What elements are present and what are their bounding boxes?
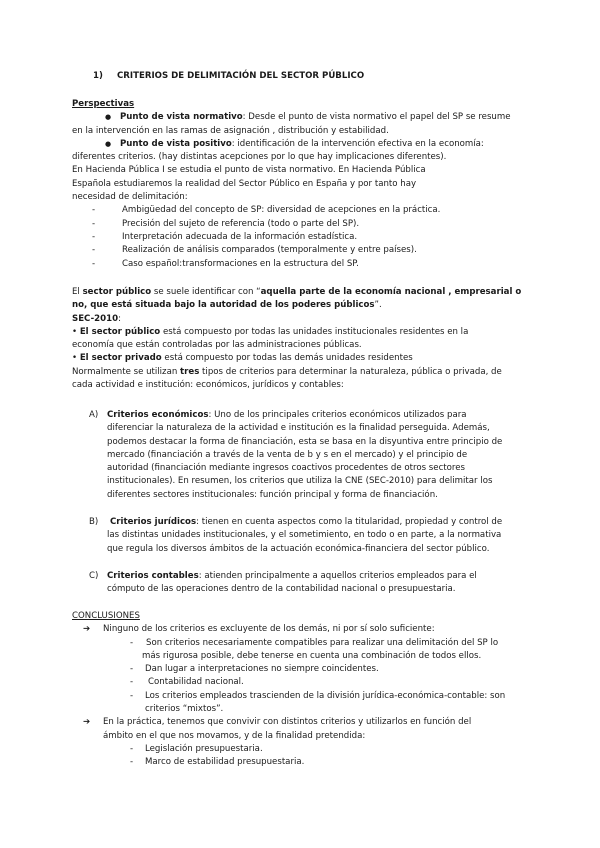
heading-number: 1)	[93, 71, 103, 81]
sub-item: - Son criterios necesariamente compatibles para realizar una delimitación del SP lo	[72, 637, 532, 650]
list-label: C)	[89, 571, 99, 581]
criterio-economico: A) Criterios económicos: Uno de los principales criterios económicos utilizados para diferenciar la naturaleza de la actividad e institución es la finalidad perseguida. Además, podemos destacar la forma de financiación, esta se basa en la disyuntiva entre principio de mercado (financiación a través de la venta de b y s en el mercado) y el principio de autoridad (financiación mediante ingresos coactivos procedentes de otros sectores institucionales). En resumen, los criterios que utiliza la CNE (SEC-2010) para delimitar los diferentes sectores institucionales: función principal y forma de financiación.	[89, 409, 529, 502]
arrow-icon: ➔	[83, 717, 91, 728]
criterio-juridico: B) Criterios jurídicos: tienen en cuenta aspectos como la titularidad, propiedad y control de las distintas unidades institucionales, y el sometimiento, en todo o en parte, a la normativa que regula los diversos ámbitos de la actuación económica-financiera del sector público.	[89, 516, 529, 556]
conclusion-item: ➔ Ninguno de los criterios es excluyente de los demás, ni por sí solo suficiente:	[72, 623, 532, 636]
sub-item: - Dan lugar a interpretaciones no siempre coincidentes.	[72, 663, 532, 676]
paragraph-line: necesidad de delimitación:	[72, 192, 188, 203]
paragraph-line: Española estudiaremos la realidad del Sector Público en España y por tanto hay	[72, 178, 417, 189]
dash-icon: -	[130, 743, 134, 754]
dash-item: - Realización de análisis comparados (temporalmente y entre países).	[72, 244, 532, 257]
dash-icon: -	[92, 205, 96, 216]
perspectiva-item-normativo-cont: en la intervención en las ramas de asignación , distribución y estabilidad.	[72, 125, 389, 136]
paragraph-line: En Hacienda Pública I se estudia el punto de vista normativo. En Hacienda Pública	[72, 165, 426, 176]
list-label: B)	[89, 517, 99, 527]
dash-item: - Ambigüedad del concepto de SP: diversidad de acepciones en la práctica.	[72, 204, 532, 217]
perspectivas-title: Perspectivas	[72, 99, 135, 109]
bullet-icon: •	[72, 353, 78, 364]
arrow-icon: ➔	[83, 624, 91, 635]
paragraph-line: cómputo de las operaciones dentro de la contabilidad nacional o presupuestaria.	[107, 584, 456, 595]
dash-icon: -	[130, 637, 134, 648]
conclusiones-title: CONCLUSIONES	[72, 611, 140, 621]
sector-publico-item: • El sector público está compuesto por todas las unidades institucionales residentes en la	[72, 326, 469, 337]
bullet-icon: ●	[104, 113, 112, 122]
paragraph-line: cada actividad e institución: económicos, jurídicos y contables:	[72, 380, 344, 391]
dash-item: - Caso español:transformaciones en la estructura del SP.	[72, 258, 532, 271]
paragraph-line: diferenciar la naturaleza de la actividad e institución es la finalidad perseguida. Además,	[107, 423, 490, 434]
sub-item: - Legislación presupuestaria.	[72, 743, 532, 756]
paragraph-line: mercado (financiación a través de la venta de b y s en el mercado) y el principio de	[107, 449, 468, 460]
list-label: A)	[89, 410, 99, 420]
sub-item-cont: más rigurosa posible, debe tenerse en cuenta una combinación de todos ellos.	[142, 650, 482, 661]
bullet-icon: ●	[104, 139, 112, 148]
dash-icon: -	[92, 258, 96, 269]
heading-text: CRITERIOS DE DELIMITACIÓN DEL SECTOR PÚBLICO	[117, 71, 365, 81]
paragraph-line: diferentes sectores institucionales: función principal y forma de financiación.	[107, 489, 438, 500]
sector-privado-item: • El sector privado está compuesto por todas las demás unidades residentes	[72, 353, 413, 364]
paragraph-line: que regula los diversos ámbitos de la actuación económica-financiera del sector público.	[107, 543, 490, 554]
section-heading	[93, 70, 364, 83]
sector-definition-line: El sector público se suele identificar con “aquella parte de la economía nacional , empresarial o	[72, 287, 522, 297]
sub-item: - Marco de estabilidad presupuestaria.	[72, 756, 532, 769]
paragraph-line: economía que están controladas por las administraciones públicas.	[72, 340, 362, 351]
paragraph-line: podemos destacar la forma de financiación, esta se basa en la disyuntiva entre principio de	[107, 436, 503, 447]
conclusion-item: ➔ En la práctica, tenemos que convivir con distintos criterios y utilizarlos en función del	[72, 716, 532, 729]
dash-icon: -	[130, 690, 134, 701]
sub-item: - Contabilidad nacional.	[72, 676, 532, 689]
paragraph-line: autoridad (financiación mediante ingresos coactivos procedentes de otros sectores	[107, 463, 466, 474]
dash-item: - Interpretación adecuada de la información estadística.	[72, 231, 532, 244]
sector-publico-section	[72, 286, 532, 392]
dash-icon: -	[130, 664, 134, 675]
perspectiva-item-positivo: ● Punto de vista positivo: identificación de la intervención efectiva en la economía:	[72, 138, 532, 151]
dash-icon: -	[92, 245, 96, 256]
perspectiva-item-normativo: ● Punto de vista normativo: Desde el punto de vista normativo el papel del SP se resume	[72, 111, 532, 124]
conclusiones-section	[72, 610, 532, 770]
paragraph-line: institucionales). En resumen, los criterios que utiliza la CNE (SEC-2010) para delimitar los	[107, 476, 493, 487]
sub-item-cont: criterios “mixtos”.	[145, 704, 224, 715]
paragraph-line: Normalmente se utilizan tres tipos de criterios para determinar la naturaleza, pública o privada, de	[72, 366, 502, 377]
sector-definition-line: no, que está situada bajo la autoridad de los poderes públicos”.	[72, 300, 382, 311]
dash-icon: -	[92, 218, 96, 229]
dash-icon: -	[130, 677, 134, 688]
paragraph-line: las distintas unidades institucionales, y el sometimiento, en todo o en parte, a la normativa	[107, 530, 502, 541]
perspectiva-item-positivo-cont: diferentes criterios. (hay distintas acepciones por lo que hay implicaciones diferentes).	[72, 152, 447, 163]
dash-item: - Precisión del sujeto de referencia (todo o parte del SP).	[72, 218, 532, 231]
paragraph-line: ámbito en el que nos movamos, y de la finalidad pretendida:	[103, 730, 366, 741]
dash-icon: -	[92, 231, 96, 242]
criterio-contable: C) Criterios contables: atienden principalmente a aquellos criterios empleados para el cómputo de las operaciones dentro de la contabilidad nacional o presupuestaria.	[89, 570, 529, 597]
bullet-icon: •	[72, 326, 78, 337]
dash-icon: -	[130, 757, 134, 768]
perspectivas-section	[72, 98, 532, 271]
sec-heading: SEC-2010:	[72, 313, 121, 324]
sub-item: - Los criterios empleados trascienden de la división jurídica-económica-contable: son	[72, 690, 532, 703]
